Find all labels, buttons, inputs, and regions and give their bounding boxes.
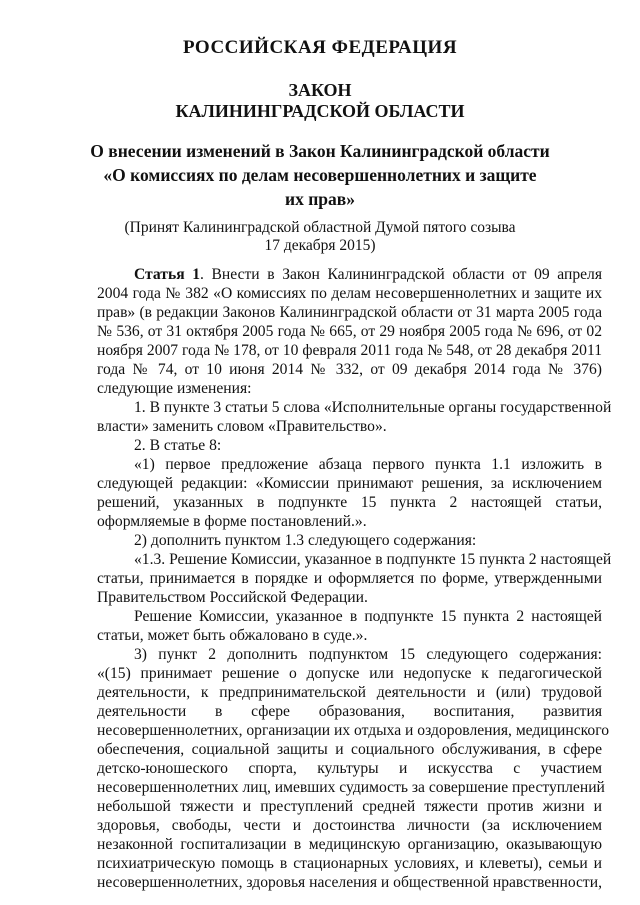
article-line: 1. В пункте 3 статьи 5 слова «Исполнительные органы государственной	[134, 399, 612, 416]
article-line: несовершеннолетних лиц, имевших судимость за совершение преступлений	[97, 779, 605, 796]
article-line: прав» (в редакции Законов Калининградской области от 31 марта 2005 года	[97, 304, 602, 321]
article-line: № 536, от 31 октября 2005 года № 665, от 29 ноября 2005 года № 696, от 02	[97, 323, 602, 340]
article-line: следующей редакции: «Комиссии принимают решения, за исключением	[97, 475, 602, 492]
article-label: Статья 1	[134, 266, 201, 283]
article-line: власти» заменить словом «Правительство».	[97, 418, 387, 435]
law-title-line-1: О внесении изменений в Закон Калининградской области	[90, 141, 550, 161]
article-line: деятельности, к предпринимательской деятельности и (или) трудовой	[97, 684, 602, 701]
article-line: «(15) принимает решение о допуске или недопуске к педагогической	[97, 665, 602, 682]
article-line: следующие изменения:	[97, 380, 252, 397]
article-line: Правительством Российской Федерации.	[97, 589, 368, 606]
header-region: КАЛИНИНГРАДСКОЙ ОБЛАСТИ	[175, 101, 465, 121]
header-law: ЗАКОН	[288, 80, 352, 100]
article-line: психиатрическую помощь в стационарных условиях, и клеветы), семьи и	[97, 855, 602, 872]
article-line: 2) дополнить пунктом 1.3 следующего содержания:	[134, 532, 477, 549]
header-federation: РОССИЙСКАЯ ФЕДЕРАЦИЯ	[182, 37, 458, 58]
article-line: несовершеннолетних, организации их отдыха и оздоровления, медицинского	[97, 722, 610, 739]
article-line: обеспечения, социальной защиты и социального обслуживания, в сфере	[97, 741, 602, 758]
article-line: 2004 года № 382 «О комиссиях по делам несовершеннолетних и защите их	[97, 285, 602, 302]
article-line: Решение Комиссии, указанное в подпункте 15 пункта 2 настоящей	[134, 608, 602, 625]
article-line: статьи, принимается в порядке и оформляется по форме, утвержденными	[97, 570, 602, 587]
adoption-note-line-2: 17 декабря 2015)	[264, 237, 376, 254]
article-line: года № 74, от 10 июня 2014 № 332, от 09 декабря 2014 года № 376)	[97, 361, 602, 378]
article-line: незаконной госпитализации в медицинскую организацию, оказывающую	[97, 836, 602, 853]
article-line: деятельности в сфере образования, воспитания, развития	[97, 703, 602, 720]
article-line: решений, указанных в подпункте 15 пункта 2 настоящей статьи,	[97, 494, 602, 511]
article-line: статьи, может быть обжаловано в суде.».	[97, 627, 368, 644]
article-line: детско-юношеского спорта, культуры и искусства с участием	[97, 760, 602, 777]
article-line: ноября 2007 года № 178, от 10 февраля 2011 года № 548, от 28 декабря 2011	[97, 342, 602, 359]
article-line: Статья 1. Внести в Закон Калининградской области от 09 апреля	[134, 266, 602, 283]
article-line: оформляемые в форме постановлений.».	[97, 513, 367, 530]
article-line: небольшой тяжести и преступлений средней тяжести против жизни и	[97, 798, 602, 815]
article-line: «1.3. Решение Комиссии, указанное в подпункте 15 пункта 2 настоящей	[134, 551, 612, 568]
law-title-line-3: их прав»	[285, 189, 355, 209]
article-line: 3) пункт 2 дополнить подпунктом 15 следующего содержания:	[134, 646, 602, 663]
law-title-line-2: «О комиссиях по делам несовершеннолетних и защите	[103, 165, 537, 185]
article-line: здоровья, свободы, чести и достоинства личности (за исключением	[97, 817, 602, 834]
article-line: несовершеннолетних, здоровья населения и общественной нравственности,	[97, 874, 602, 891]
article-line: 2. В статье 8:	[134, 437, 222, 454]
article-line: «1) первое предложение абзаца первого пункта 1.1 изложить в	[134, 456, 602, 473]
adoption-note-line-1: (Принят Калининградской областной Думой пятого созыва	[124, 219, 516, 236]
